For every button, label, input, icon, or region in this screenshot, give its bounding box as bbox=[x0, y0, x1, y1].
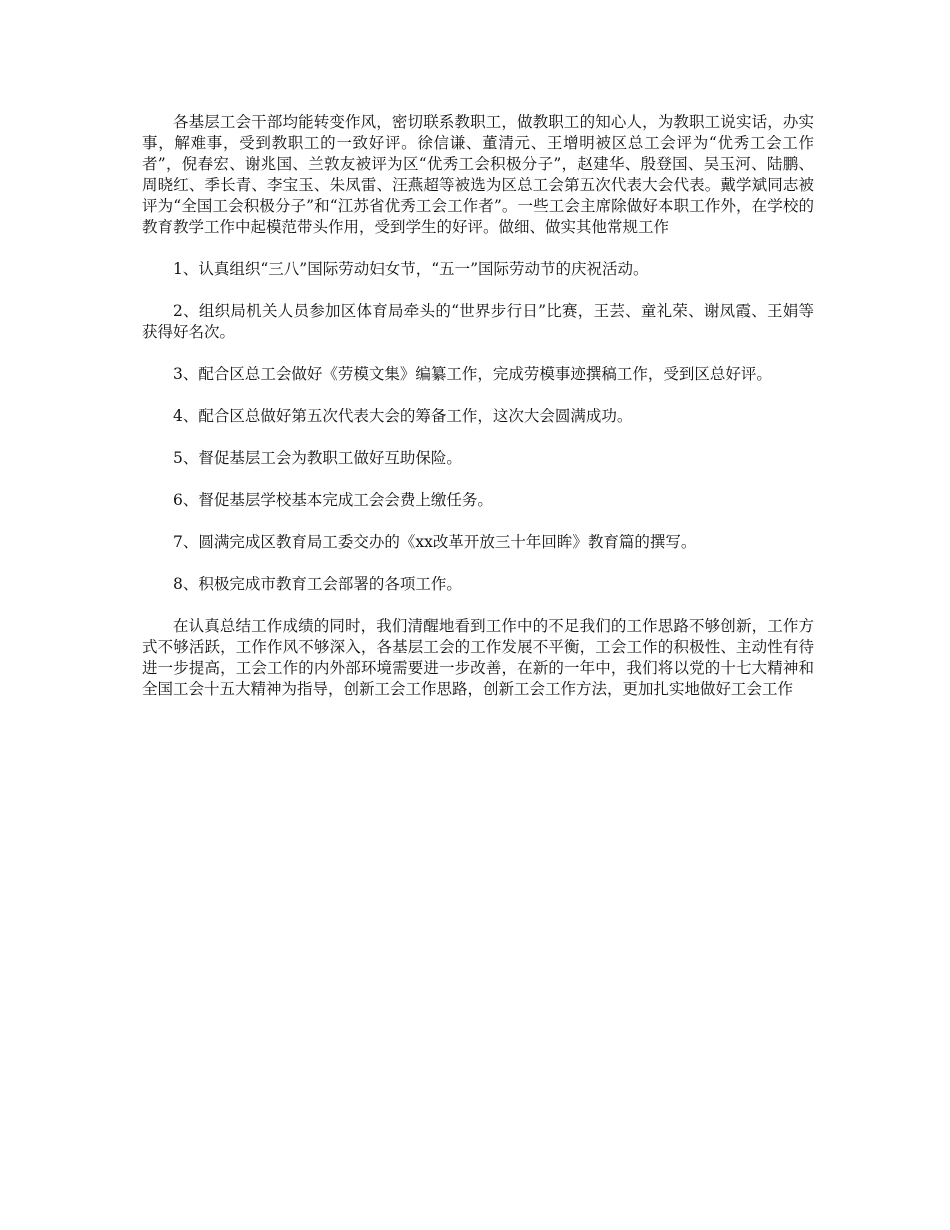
list-item-union-dues: 6、督促基层学校基本完成工会会费上缴任务。 bbox=[173, 491, 493, 509]
list-item-city-tasks: 8、积极完成市教育工会部署的各项工作。 bbox=[173, 575, 462, 593]
paragraph-shortcomings-outlook: 在认真总结工作成绩的同时，我们清醒地看到工作中的不足我们的工作思路不够创新，工作方式不够活跃，工作作风不够深入，各基层工会的工作发展不平衡，工会工作的积极性、主动性有待进一步提高，工会工作的内外部环境需要进一步改善，在新的一年中，我们将以党的十七大精神和全国工会十五大精神为指导，创新工会工作思路，创新工会工作方法，更加扎实地做好工会工作 bbox=[142, 617, 814, 698]
list-item-mutual-insurance: 5、督促基层工会为教职工做好互助保险。 bbox=[173, 449, 462, 467]
document-page bbox=[142, 112, 814, 721]
list-item-walking-day: 2、组织局机关人员参加区体育局牵头的“世界步行日”比赛，王芸、童礼荣、谢凤霞、王娟等获得好名次。 bbox=[142, 302, 814, 341]
list-item-retrospective-writing: 7、圆满完成区教育局工委交办的《xx改革开放三十年回眸》教育篇的撰写。 bbox=[173, 533, 697, 551]
list-item-congress-preparation: 4、配合区总做好第五次代表大会的筹备工作，这次大会圆满成功。 bbox=[173, 407, 633, 425]
list-item-model-workers-collection: 3、配合区总工会做好《劳模文集》编纂工作，完成劳模事迹撰稿工作，受到区总好评。 bbox=[173, 365, 772, 383]
list-item-womens-day: 1、认真组织“三八”国际劳动妇女节，“五一”国际劳动节的庆祝活动。 bbox=[173, 260, 649, 278]
paragraph-cadre-style: 各基层工会干部均能转变作风，密切联系教职工，做教职工的知心人，为教职工说实话，办实事，解难事，受到教职工的一致好评。徐信谦、董清元、王增明被区总工会评为“优秀工会工作者”，倪春宏、谢兆国、兰敦友被评为区“优秀工会积极分子”，赵建华、殷登国、吴玉河、陆鹏、周晓红、季长青、李宝玉、朱凤雷、汪燕超等被选为区总工会第五次代表大会代表。戴学斌同志被评为“全国工会积极分子”和“江苏省优秀工会工作者”。一些工会主席除做好本职工作外，在学校的教育教学工作中起模范带头作用，受到学生的好评。做细、做实其他常规工作 bbox=[142, 113, 814, 236]
